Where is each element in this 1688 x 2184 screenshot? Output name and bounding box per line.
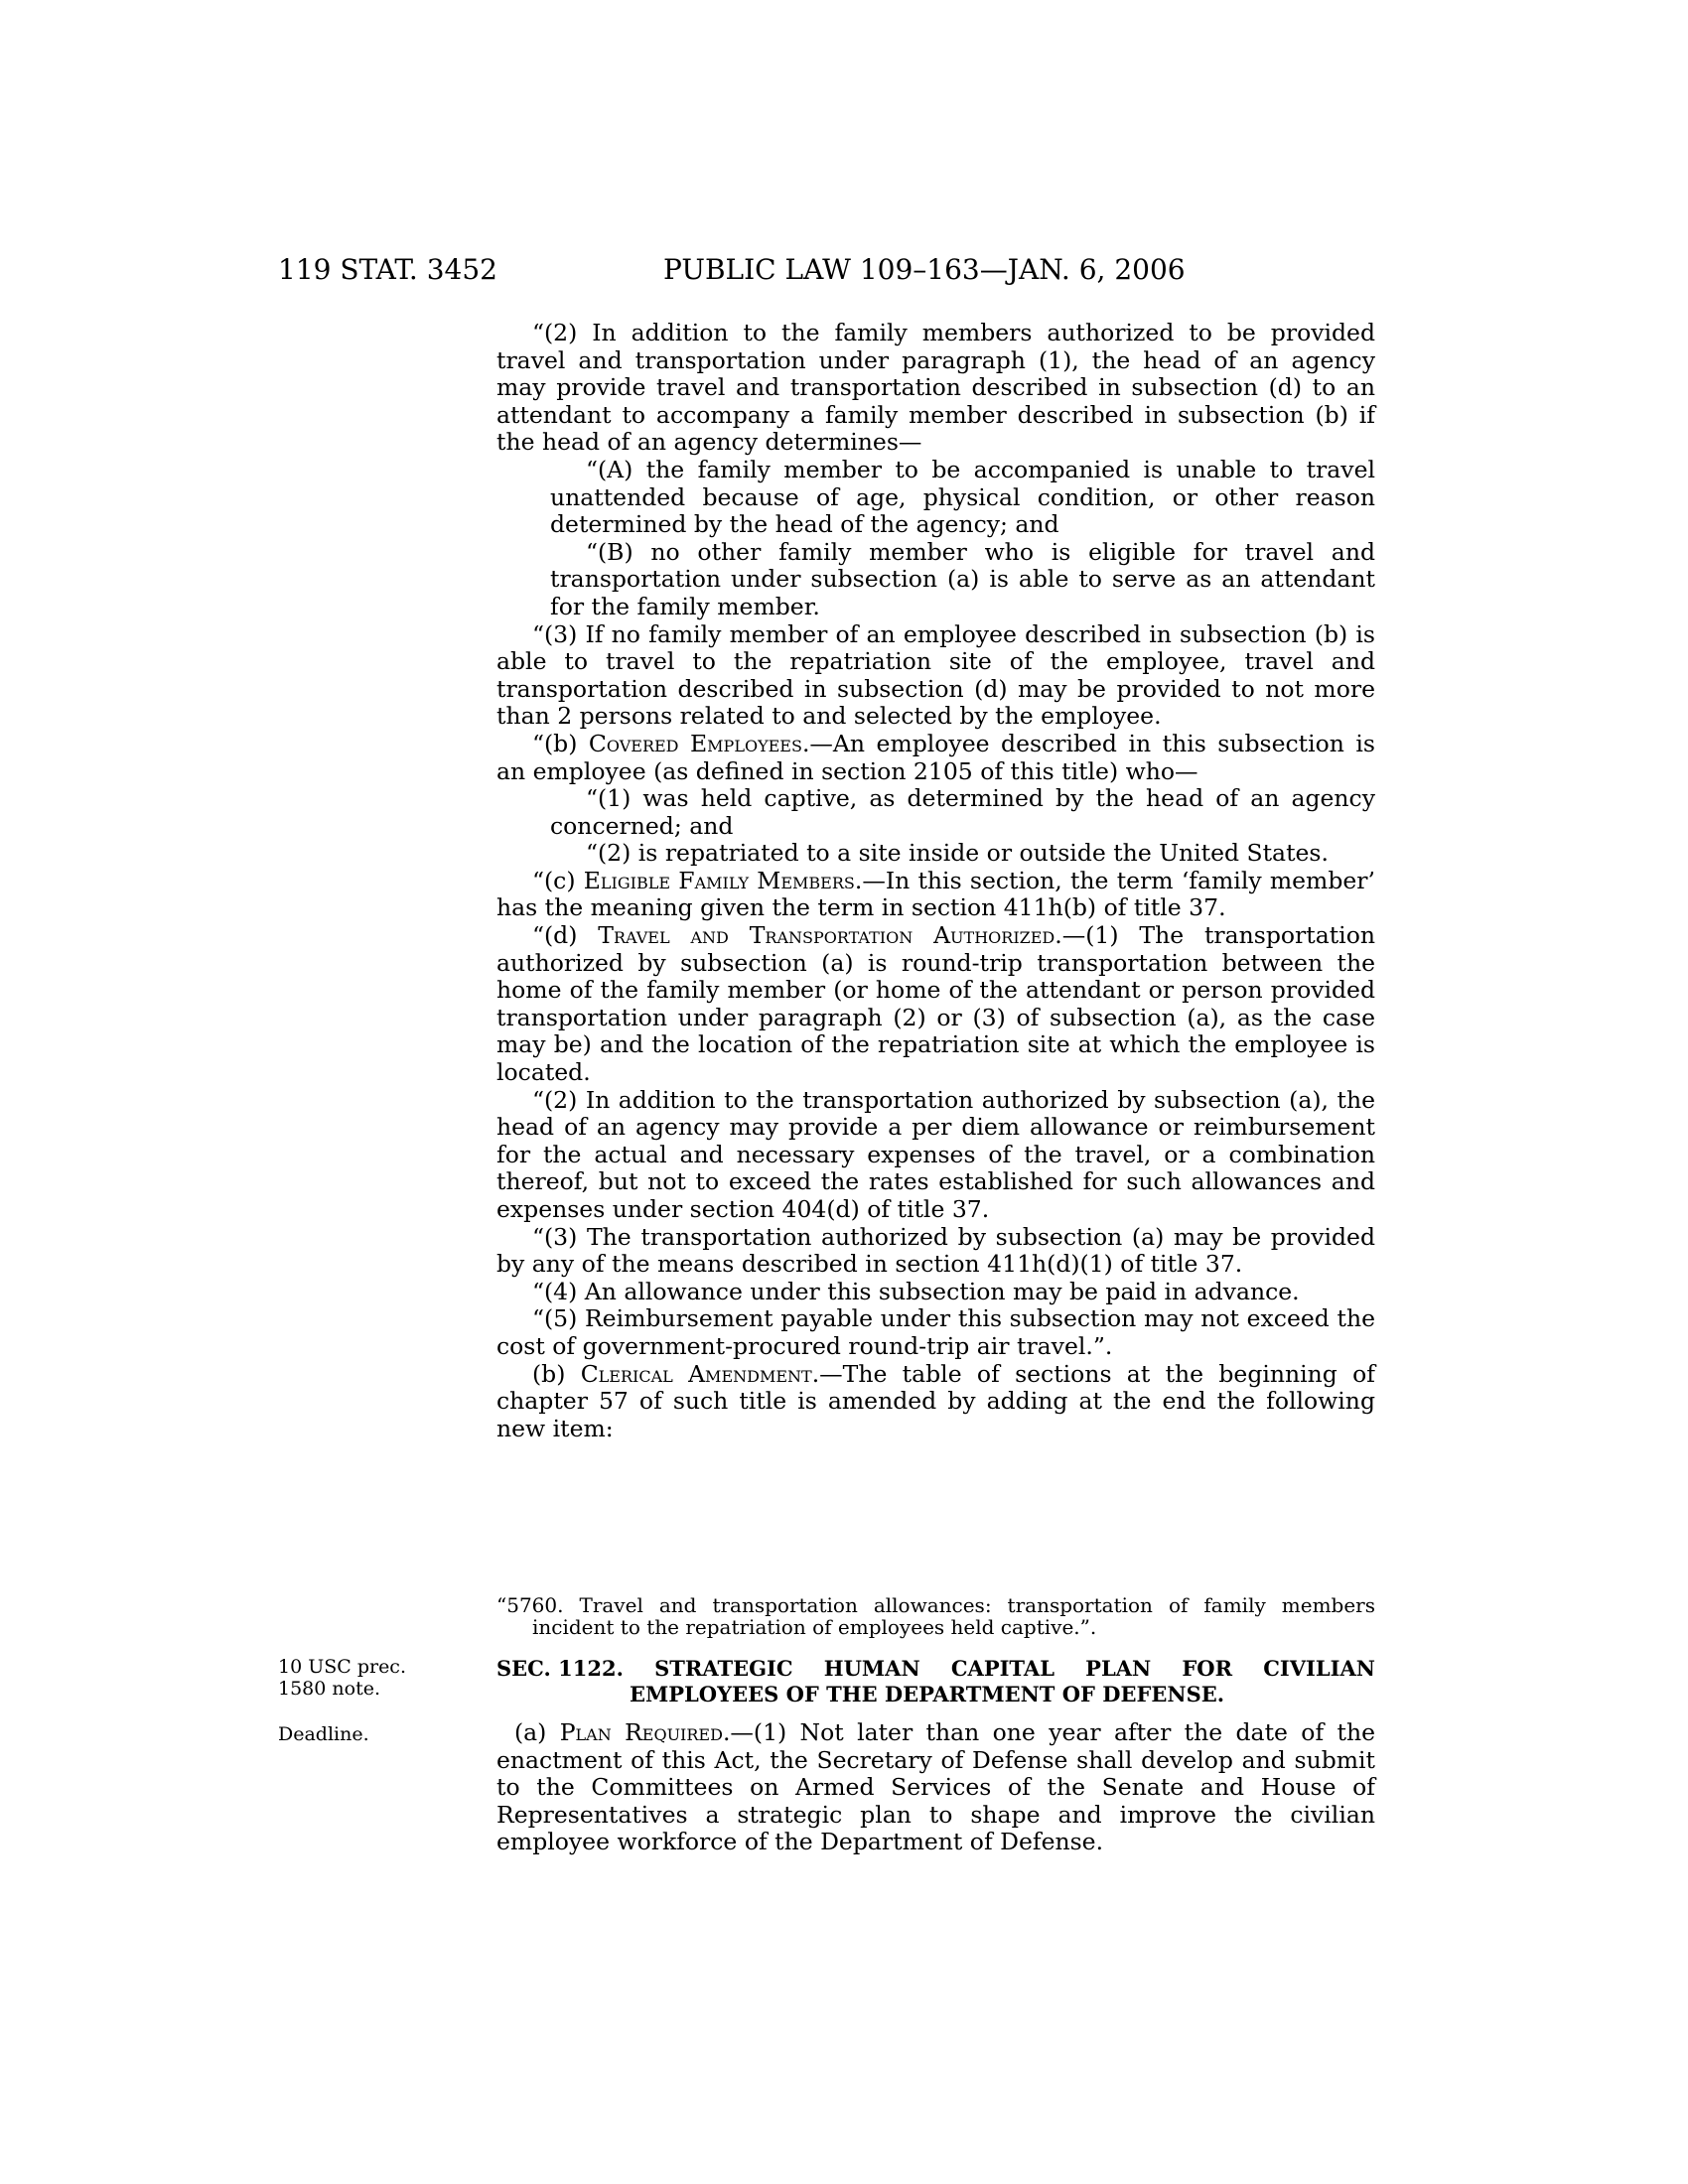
subsection-text: .—(1) The transportation authorized by subsection (a) is round-trip transportation between the home of the family member (or home of the attendant or person provided transportation under paragraph (2) or (3) of subsection (a), as the case may be) and the location of the repatriation site at which the employee is located.	[496, 921, 1375, 1087]
subsection-lead: “(c)	[532, 866, 584, 894]
paragraph-2: “(2) In addition to the family members authorized to be provided travel and transportation under paragraph (1), the head of an agency may provide travel and transportation described in subsection (d) to an attendant to accompany a family member described in subsection (b) if the head of an agency determines—	[496, 319, 1375, 457]
page-header	[0, 250, 1688, 290]
table-of-sections-item	[496, 1594, 1375, 1638]
subsection-heading: Eligible Family Members	[583, 866, 855, 894]
statute-text	[496, 320, 1375, 1442]
d-paragraph-2: “(2) In addition to the transportation authorized by subsection (a), the head of an agency may provide a per diem allowance or reimbursement for the actual and necessary expenses of the travel, or a combination thereof, but not to exceed the rates established for such allowances and expenses under section 404(d) of title 37.	[496, 1085, 1375, 1223]
running-head: PUBLIC LAW 109–163—JAN. 6, 2006	[663, 253, 1186, 286]
title-word: FOR	[1182, 1656, 1233, 1681]
title-word: CAPITAL	[950, 1656, 1055, 1681]
subparagraph-b: “(B) no other family member who is eligible for travel and transportation under subsection (a) is able to serve as an attendant for the family member.	[550, 537, 1375, 620]
covered-paragraph-2: “(2) is repatriated to a site inside or outside the United States.	[586, 839, 1329, 868]
stat-citation: 119 STAT. 3452	[278, 253, 497, 286]
margin-note-usc	[278, 1656, 457, 1700]
margin-note-usc-line1: 10 USC prec.	[278, 1656, 406, 1678]
subsection-heading: Clerical Amendment	[580, 1359, 812, 1388]
paragraph-3: “(3) If no family member of an employee described in subsection (b) is able to travel to the repatriation site of the employee, travel and transportation described in subsection (d) may be provided to not more than 2 persons related to and selected by the employee.	[496, 619, 1375, 731]
clerical-amendment	[496, 1361, 1375, 1443]
section-heading-line1	[496, 1656, 1375, 1682]
section-number: SEC. 1122.	[496, 1656, 624, 1681]
d-paragraph-3: “(3) The transportation authorized by subsection (a) may be provided by any of the means described in section 411h(d)(1) of title 37.	[496, 1222, 1375, 1279]
d-paragraph-4: “(4) An allowance under this subsection may be paid in advance.	[532, 1277, 1300, 1305]
title-word: STRATEGIC	[654, 1656, 793, 1681]
toc-entry: “5760. Travel and transportation allowances: transportation of family members incident to the repatriation of employees held captive.”.	[496, 1593, 1375, 1639]
subsection-lead: “(b)	[532, 729, 589, 757]
title-word: HUMAN	[823, 1656, 920, 1681]
title-word: CIVILIAN	[1263, 1656, 1375, 1681]
subsection-lead: “(d)	[532, 921, 599, 950]
subsection-text: .—In this section, the term ‘family member’ has the meaning given the term in section 411h(b) of title 37.	[496, 866, 1375, 922]
title-word: PLAN	[1085, 1656, 1152, 1681]
plan-required-paragraph	[496, 1719, 1375, 1856]
subsection-b-covered-employees	[496, 731, 1375, 785]
subsection-text: .—(1) Not later than one year after the date of the enactment of this Act, the Secretary of Defense shall develop and submit to the Committees on Armed Services of the Senate and House of Representatives a strategic plan to shape and improve the civilian employee workforce of the Department of Defense.	[496, 1718, 1375, 1856]
subsection-c-eligible-family	[496, 868, 1375, 922]
subsection-heading: Covered Employees	[588, 729, 802, 757]
subsection-heading: Travel and Transportation Authorized	[598, 921, 1055, 950]
subsection-heading: Plan Required	[559, 1718, 723, 1746]
subsection-lead: (b)	[532, 1359, 581, 1388]
plan-required-text	[496, 1719, 1375, 1856]
subparagraph-a: “(A) the family member to be accompanied is unable to travel unattended because of age, physical condition, or other reason determined by the head of the agency; and	[550, 455, 1375, 539]
covered-paragraph-1: “(1) was held captive, as determined by the head of an agency concerned; and	[550, 784, 1375, 840]
d-paragraph-5: “(5) Reimbursement payable under this subsection may not exceed the cost of government-procured round-trip air travel.”.	[496, 1304, 1375, 1360]
subsection-d-travel-authorized	[496, 922, 1375, 1087]
subsection-lead: (a)	[514, 1718, 560, 1746]
subsection-text: .—The table of sections at the beginning of chapter 57 of such title is amended by adding at the end the following new item:	[496, 1359, 1376, 1442]
section-heading	[496, 1656, 1375, 1707]
margin-note-deadline: Deadline.	[278, 1723, 369, 1745]
subsection-text: .—An employee described in this subsection is an employee (as defined in section 2105 of this title) who—	[496, 729, 1375, 785]
margin-note-usc-line2: 1580 note.	[278, 1678, 380, 1700]
section-heading-line2: EMPLOYEES OF THE DEPARTMENT OF DEFENSE.	[630, 1682, 1225, 1706]
